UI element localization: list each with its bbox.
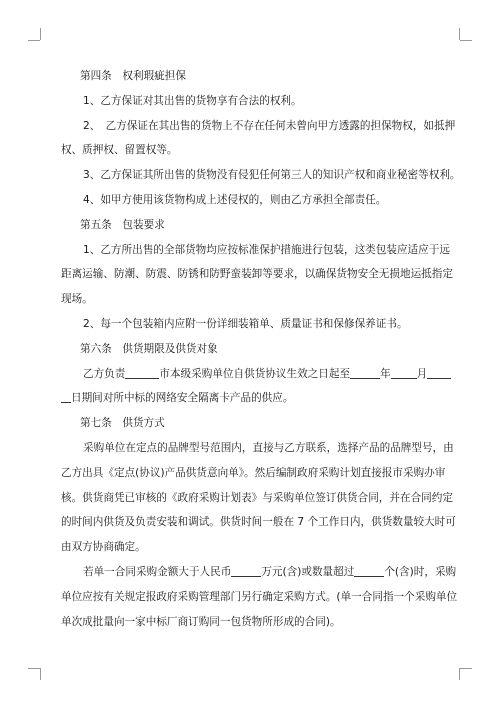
crop-mark-bottom-left-v xyxy=(40,668,41,680)
crop-mark-top-left-v xyxy=(40,28,41,40)
end-day-blank[interactable] xyxy=(427,366,451,379)
crop-mark-top-right-v xyxy=(459,28,460,40)
article-5-clause-1-line-2: 距离运输、防潮、防震、防锈和防野蛮装卸等要求，以确保货物安全无损地运抵指定 xyxy=(61,268,453,281)
article-6-text-month: 月 xyxy=(416,367,428,380)
crop-mark-bottom-left-h xyxy=(28,668,40,669)
article-7-heading: 第七条 供货方式 xyxy=(80,417,165,430)
article-7-text-3: 个(含)时，采购 xyxy=(384,565,457,578)
amount-threshold-blank[interactable] xyxy=(231,564,261,577)
article-6-text-3: 日期间对所中标的网络安全隔离卡产品的供应。 xyxy=(71,392,294,405)
article-4-clause-2-line-1: 2、 乙方保证在其出售的货物上不存在任何未曾向甲方透露的担保物权，如抵押 xyxy=(83,119,456,132)
crop-mark-top-right-h xyxy=(460,40,472,41)
article-6-text-1: 乙方负责 xyxy=(83,367,126,380)
article-6-text-2: 市本级采购单位自供货协议生效之日起至 xyxy=(159,367,351,380)
crop-mark-bottom-right-v xyxy=(459,668,460,680)
article-7-text-2: 万元(含)或数量超过 xyxy=(261,565,355,578)
article-5-heading: 第五条 包装要求 xyxy=(80,218,165,231)
article-4-clause-3: 3、乙方保证其所出售的货物没有侵犯任何第三人的知识产权和商业秘密等权利。 xyxy=(83,169,461,182)
article-4-heading: 第四条 权利瑕疵担保 xyxy=(80,70,186,82)
article-7-para-2-line-3: 单次成批量向一家中标厂商订购同一包货物所形成的合同)。 xyxy=(61,615,341,628)
article-7-para-2-line-1 xyxy=(80,560,457,585)
article-5-clause-1-line-3: 现场。 xyxy=(61,293,93,306)
article-7-para-1-line-4: 的时间内供货及负责安装和调试。供货时间一般在 7 个工作日内，供货数量较大时可 xyxy=(61,516,456,529)
article-7-text-1: 若单一合同采购金额大于人民币 xyxy=(83,565,232,578)
article-4-clause-4: 4、如甲方使用该货物构成上述侵权的，则由乙方承担全部责任。 xyxy=(83,193,387,206)
article-4-clause-2-line-2: 权、质押权、留置权等。 xyxy=(61,144,178,157)
crop-mark-top-left-h xyxy=(28,40,40,41)
quantity-threshold-blank[interactable] xyxy=(354,564,384,577)
document-body xyxy=(61,64,461,634)
article-5-clause-1-line-1: 1、乙方所出售的全部货物均应按标准保护措施进行包装，这类包装应适应于远 xyxy=(83,243,450,256)
end-year-blank[interactable] xyxy=(350,366,380,379)
article-6-heading: 第六条 供货期限及供货对象 xyxy=(80,342,218,355)
article-6-text-year: 年 xyxy=(380,367,391,380)
article-7-para-2-line-2: 单位应按有关规定报政府采购管理部门另行确定采购方式。(单一合同指一个采购单位 xyxy=(61,590,458,603)
article-7-para-1-line-1: 采购单位在定点的品牌型号范围内，直接与乙方联系，选择产品的品牌型号，由 xyxy=(83,441,454,454)
article-7-para-1-line-3: 核。供货商凭已审核的《政府采购计划表》与采购单位签订供货合同，并在合同约定 xyxy=(61,491,453,504)
article-7-para-1-line-2: 乙方出具《定点(协议)产品供货意向单》。然后编制政府采购计划直接报市采购办审 xyxy=(61,466,446,479)
supplier-city-blank[interactable] xyxy=(125,366,159,379)
article-4-clause-1: 1、乙方保证对其出售的货物享有合法的权利。 xyxy=(83,94,302,107)
end-month-blank[interactable] xyxy=(391,366,417,379)
article-6-line-2 xyxy=(61,386,440,411)
end-day-blank-continued[interactable] xyxy=(61,390,71,403)
crop-mark-bottom-right-h xyxy=(460,668,472,669)
article-6-line-1 xyxy=(80,362,440,387)
article-5-clause-2: 2、每一个包装箱内应附一份详细装箱单、质量证书和保修保养证书。 xyxy=(83,317,408,330)
article-7-para-1-line-5: 由双方协商确定。 xyxy=(61,541,146,554)
